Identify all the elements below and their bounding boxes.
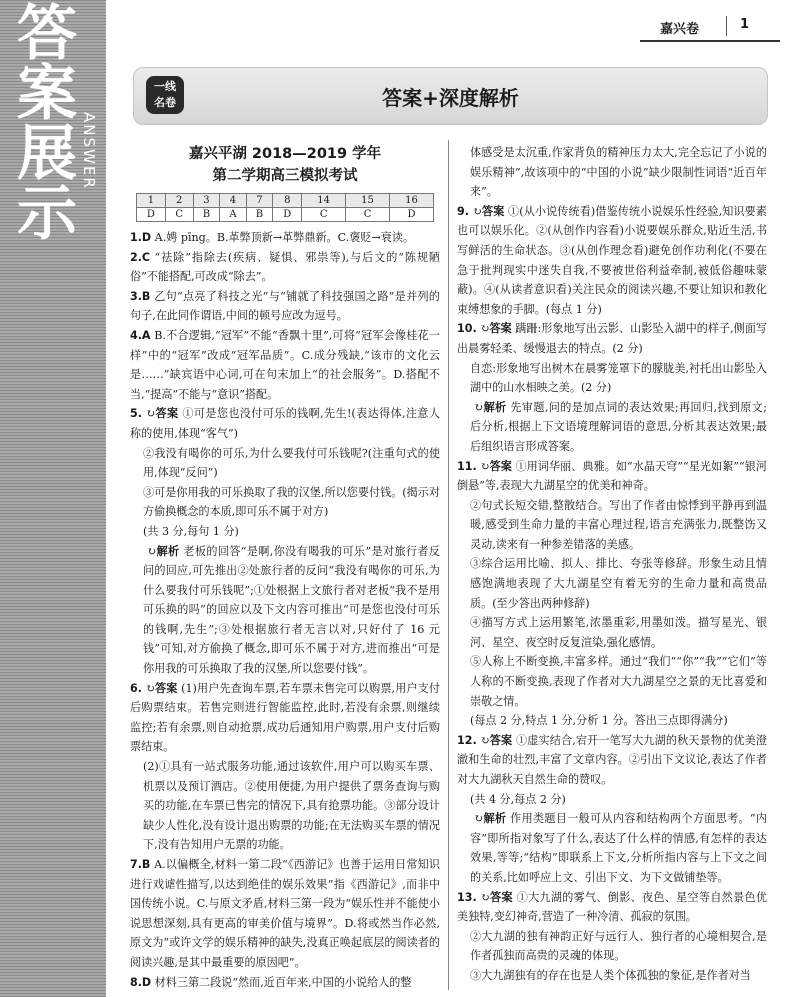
answer-paragraph xyxy=(130,542,440,679)
answer-item xyxy=(130,248,440,287)
question-number: 7.B xyxy=(130,858,151,871)
answer-paragraph xyxy=(457,398,767,457)
right-column xyxy=(457,143,767,986)
answer-item xyxy=(457,202,767,320)
side-char: 答 xyxy=(17,0,77,69)
side-english-label: ANSWER xyxy=(80,112,98,190)
answer-tag: 解析 xyxy=(483,812,507,826)
exam-title-line: 第二学期高三模拟考试 xyxy=(212,168,358,184)
answer-tag: 答案 xyxy=(481,204,505,218)
answer-item xyxy=(130,855,440,973)
answer-text: 材料三第二段说“然而,近百年来,中国的小说给人的整 xyxy=(151,975,412,989)
answer-table-answer: D xyxy=(137,208,166,222)
answer-table-number: 16 xyxy=(390,194,434,208)
answer-text: 自恋:形象地写出树木在晨雾笼罩下的朦胧美,衬托出山影坠入湖中的山水相映之美。(2 分) xyxy=(470,361,767,395)
question-number: 9. xyxy=(457,204,469,218)
answer-table-number: 14 xyxy=(302,194,346,208)
answer-table-answer: C xyxy=(165,208,193,222)
answer-paragraph xyxy=(130,757,440,855)
answer-text: (2)①具有一站式服务功能,通过该软件,用户可以购买车票、机票以及预订酒店。②使用便捷,为用户提供了票务查询与购买的功能,在车票已售完的情况下,具有抢票功能。③部分设计缺少人性化,没有设计退出购票的功能;在无法购买车票的情况下,没有告知用户无票的功能。 xyxy=(143,760,440,852)
banner-title: 答案+深度解析 xyxy=(382,86,519,110)
answer-table-answers-row xyxy=(137,208,434,222)
answer-mark-icon: ↻ xyxy=(141,681,155,695)
side-strip xyxy=(0,0,106,997)
answer-text: B.不合逻辑,“冠军”不能“香飘十里”,可将“冠军会像桂花一样”中的“冠军”改成“冠军品质”。C.成分残缺,“该市的文化云是……”缺宾语中心词,可在句末加上“的社会服务”。D.搭配不当,“提高”不能与“意识”搭配。 xyxy=(130,328,440,401)
answer-text: (共 3 分,每句 1 分) xyxy=(143,524,239,538)
answer-text: ②我没有喝你的可乐,为什么要我付可乐钱呢?(注重句式的使用,体现“反问”) xyxy=(143,446,440,480)
question-number: 10. xyxy=(457,322,477,336)
exam-name: 嘉兴卷 xyxy=(660,22,700,37)
answer-table-answer: A xyxy=(220,208,246,222)
answer-text: (共 4 分,每点 2 分) xyxy=(470,792,566,806)
answer-mark-icon: ↻ xyxy=(470,812,484,826)
answer-text: ④描写方式上运用繁笔,浓墨重彩,用墨如泼。描写星光、银河、星空、夜空时反复渲染,强化感情。 xyxy=(470,616,767,649)
answer-tag: 答案 xyxy=(489,733,513,747)
badge-line: 名卷 xyxy=(154,96,176,109)
right-column-body xyxy=(457,143,767,986)
question-number: 12. xyxy=(457,733,477,747)
side-char: 展 xyxy=(17,119,77,189)
answer-item xyxy=(457,457,767,496)
answer-paragraph xyxy=(130,444,440,483)
answer-text: 作用类题目一般可从内容和结构两个方面思考。“内容”即所指对象写了什么,表达了什么样的情感,有怎样的表达效果,等等;“结构”即联系上下文,分析所指内容与上下文之间的关系,比如呼应上文、引出下文、为下文做铺垫等。 xyxy=(470,812,767,884)
answer-text: ①(从小说传统看)借鉴传统小说娱乐性经验,知识要素也可以娱乐化。②(从创作内容看)小说要娱乐群众,贴近生活,书写鲜活的生命状态。③(从创作理念看)避免创作功利化(不要在急于批判现实中迷失自我,不要被世俗利益牵制,被低俗趣味蒙蔽)。④(从读者意识看)关注民众的阅读兴趣,不要让知识和教化束缚想象的手脚。(每点 1 分) xyxy=(457,204,767,316)
question-number: 2.C xyxy=(130,250,151,264)
answer-table-answer: C xyxy=(346,208,390,222)
page-header xyxy=(660,14,780,40)
answer-table-answer: B xyxy=(246,208,273,222)
question-number: 3.B xyxy=(130,289,151,303)
answer-text: ③可是你用我的可乐换取了我的汉堡,所以您要付钱。(揭示对方偷换概念的本质,即可乐不属于对方) xyxy=(143,485,440,519)
answer-tag: 答案 xyxy=(155,407,179,421)
answer-item xyxy=(457,731,767,790)
header-rule xyxy=(640,40,780,42)
answer-tag: 答案 xyxy=(154,681,178,695)
answer-paragraph xyxy=(457,554,767,613)
answer-table-number: 3 xyxy=(193,194,220,208)
answer-paragraph xyxy=(457,809,767,887)
answer-item xyxy=(130,973,440,993)
answer-mark-icon: ↻ xyxy=(476,890,490,904)
answer-mark-icon: ↻ xyxy=(470,400,484,414)
answer-text: ①用词华丽、典雅。如“水晶天穹”“星光如絮”“银河倒悬”等,表现大九湖星空的优美和神奇。 xyxy=(457,459,768,493)
left-column-body xyxy=(130,228,440,992)
answer-text: A.以偏概全,材料一第二段“《西游记》也善于运用日常知识进行戏谑性描写,以达到绝佳的娱乐效果”指《西游记》,而非中国传统小说。C.与原文矛盾,材料三第一段为“娱乐性并不能使小说思想深刻,具有更高的审美价值与境界”。D.将或然当作必然,原文为“或许文学的娱乐精神的缺失,没真正唤起底层的阅读者的阅读兴趣,是其中最重要的原因吧”。 xyxy=(130,858,440,969)
answer-table-number: 7 xyxy=(246,194,273,208)
answer-text: ③大九湖独有的存在也是人类个体孤独的象征,是作者对当 xyxy=(470,968,751,982)
question-number: 5. xyxy=(130,407,142,421)
answer-mark-icon: ↻ xyxy=(143,544,157,558)
answer-paragraph xyxy=(457,652,767,711)
answer-table-answer: C xyxy=(302,208,346,222)
answer-tag: 解析 xyxy=(483,400,507,414)
answer-paragraph xyxy=(457,966,767,986)
answer-tag: 答案 xyxy=(489,890,513,904)
answer-text: (1)用户先查询车票,若车票未售完可以购票,用户支付后购票结束。若售完则进行智能监控,此时,若没有余票,则继续监控;若有余票,则自动抢票,成功后通知用户购票,用户支付后购票结束。 xyxy=(130,681,440,754)
question-number: 13. xyxy=(457,890,477,904)
answer-text: ①大九湖的雾气、倒影、夜色、星空等自然景色优美独特,变幻神奇,营造了一种冷清、孤寂的氛围。 xyxy=(457,890,767,924)
answer-table xyxy=(136,193,434,222)
column-divider xyxy=(448,140,449,990)
side-char: 示 xyxy=(17,179,77,249)
answer-mark-icon: ↻ xyxy=(476,733,490,747)
page-number: 1 xyxy=(740,17,750,32)
answer-text: 先审题,问的是加点词的表达效果;再回归,找到原文;后分析,根据上下文语境理解词语的意思,分析其表达效果;最后组织语言形成答案。 xyxy=(470,400,767,453)
answer-mark-icon: ↻ xyxy=(476,322,490,336)
question-number: 11. xyxy=(457,459,477,473)
answer-table-answer: D xyxy=(390,208,434,222)
answer-text: “祛除”指除去(疾病、疑惧、邪祟等),与后文的“陈规陋俗”不能搭配,可改成“除去”。 xyxy=(130,250,440,284)
answer-paragraph xyxy=(457,496,767,555)
answer-paragraph xyxy=(457,359,767,398)
answer-paragraph xyxy=(457,790,767,810)
answer-table-number: 8 xyxy=(273,194,302,208)
side-char: 案 xyxy=(17,59,77,129)
badge-line: 一线 xyxy=(154,80,176,93)
answer-table-number: 2 xyxy=(165,194,193,208)
answer-text: (每点 2 分,特点 1 分,分析 1 分。答出三点即得满分) xyxy=(470,714,728,728)
answer-text: ③综合运用比喻、拟人、排比、夸张等修辞。形象生动且情感饱满地表现了大九湖星空有着无穷的生命力量和高贵品质。(至少答出两种修辞) xyxy=(470,557,767,610)
answer-paragraph xyxy=(457,711,767,731)
answer-paragraph xyxy=(457,613,767,652)
section-banner xyxy=(133,67,768,125)
answer-text: 体感受是太沉重,作家背负的精神压力太大,完全忘记了小说的娱乐精神”,故该项中的“中国的小说”缺少限制性词语“近百年来”。 xyxy=(470,146,767,199)
answer-item xyxy=(130,287,440,326)
question-number: 8.D xyxy=(130,975,152,989)
answer-table-number: 1 xyxy=(137,194,166,208)
answer-text: ①虚实结合,宕开一笔写大九湖的秋天景物的优美澄澈和生命的壮烈,丰富了文章内容。②引出下文议论,表达了作者对大九湖秋天自然生命的赞叹。 xyxy=(457,733,767,786)
answer-table-number: 15 xyxy=(346,194,390,208)
header-separator xyxy=(726,16,727,36)
answer-text: ⑤人称上不断变换,丰富多样。通过“我们”“你”“我”“它们”等人称的不断变换,表现了作者对大九湖星空之景的无比喜爱和崇敬之情。 xyxy=(470,655,767,708)
answer-paragraph xyxy=(130,522,440,542)
answer-item xyxy=(130,679,440,757)
answer-text: ②大九湖的独有神韵正好与远行人、独行者的心境相契合,是作者孤独而高贵的灵魂的体现。 xyxy=(470,929,767,963)
answer-tag: 答案 xyxy=(489,322,512,336)
answer-item xyxy=(457,888,767,927)
answer-table-answer: B xyxy=(193,208,220,222)
answer-text: ①可是您也没付可乐的钱啊,先生!(表达得体,注意人称的使用,体现“客气”) xyxy=(130,407,440,440)
exam-title-line: 嘉兴平湖 2018—2019 学年 xyxy=(188,146,382,162)
question-number: 6. xyxy=(130,681,142,695)
answer-text: 老板的回答“是啊,你没有喝我的可乐”是对旅行者反问的回应,可先推出②处旅行者的反问“我没有喝你的可乐,为什么要我付可乐钱呢”;①处根据上文旅行者对老板“我不是用可乐换的吗”的回应以及下文内容可推出“可是您也没付可乐的钱啊,先生”;③处根据旅行者无言以对,只好付了 16 元钱”可知,对方偷换了概念,即可乐不属于对方,进而推出“可是你用我的可乐换取了我的汉堡,所以您要付钱”。 xyxy=(143,544,440,676)
answer-mark-icon: ↻ xyxy=(141,407,156,421)
answer-item xyxy=(130,228,440,248)
answer-text: 乙句“点亮了科技之光”与“铺就了科技强国之路”是并列的句子,在此同作谓语,中间的顿号应改为逗号。 xyxy=(130,289,440,323)
answer-paragraph xyxy=(457,143,767,202)
answer-tag: 解析 xyxy=(156,544,180,558)
answer-text: 蹒跚:形象地写出云影、山影坠入湖中的样子,侧面写出晨雾轻柔、缓慢退去的特点。(2 分) xyxy=(457,322,767,355)
answer-paragraph xyxy=(130,483,440,522)
answer-text: A.娉 pīng。B.革弊顶新→革弊鼎新。C.褒贬→衰读。 xyxy=(151,231,415,244)
answer-item xyxy=(130,326,440,404)
answer-item xyxy=(130,404,440,443)
question-number: 1.D xyxy=(130,231,152,244)
answer-tag: 答案 xyxy=(489,459,512,473)
question-number: 4.A xyxy=(130,328,151,342)
answer-text: ②句式长短交错,整散结合。写出了作者由惊悸到平静再到温暖,感受到生命力量的丰富心理过程,语言充满张力,既整饬又灵动,读来有一种参差错落的美感。 xyxy=(470,498,767,551)
answer-table-numbers-row xyxy=(137,194,434,208)
answer-mark-icon: ↻ xyxy=(468,204,482,218)
answer-table-number: 4 xyxy=(220,194,246,208)
answer-paragraph xyxy=(457,927,767,966)
answer-table-answer: D xyxy=(273,208,302,222)
left-column xyxy=(130,143,440,992)
answer-item xyxy=(457,319,767,358)
answer-mark-icon: ↻ xyxy=(476,459,490,473)
